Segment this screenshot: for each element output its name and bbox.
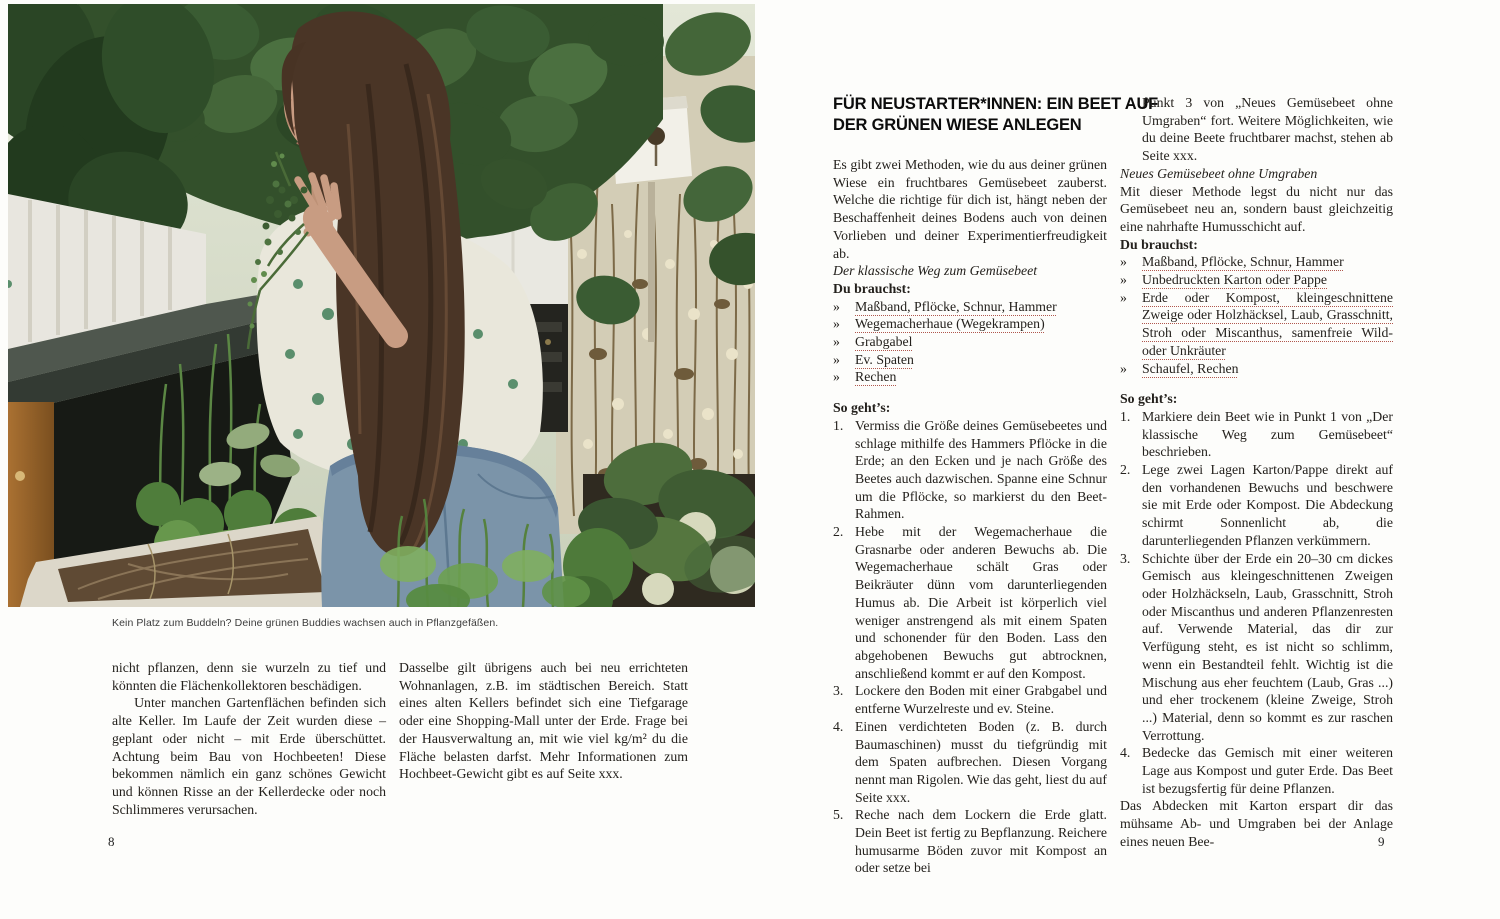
step-item: 1. Markiere dein Beet wie in Punkt 1 von „Der klassische Weg zum Gemüsebeet“ beschrieben. bbox=[1120, 408, 1393, 460]
method-title: Neues Gemüsebeet ohne Umgraben bbox=[1120, 165, 1318, 181]
section-heading: FÜR NEUSTARTER*INNEN: EIN BEET AUF DER GRÜNEN WIESE ANLEGEN bbox=[833, 95, 1159, 134]
list-bullet: » bbox=[833, 316, 840, 332]
list-item: » Grabgabel bbox=[833, 334, 913, 350]
list-item: » Maßband, Pflöcke, Schnur, Hammer bbox=[1120, 254, 1344, 270]
step-item: 3. Schichte über der Erde ein 20–30 cm dickes Gemisch aus kleingeschnittenen Zweigen oder Holzhäckseln, Laub, Grasschnitt, Stroh oder Miscanthus und anderen Pflanzenresten auf. Verwende Material, das dir zur Verfügung steht, es ist nicht so schlimm, wenn ein Bestandteil fehlt. Wichtig ist die Mischung aus eher feuchtem (Laub, Gras ...) und eher trockenem (kleine Zweige, Stroh ...) Material, denn so kommt es zur raschen Verrottung. bbox=[1120, 550, 1393, 743]
list-bullet: » bbox=[833, 298, 840, 314]
method-intro: Mit dieser Methode legst du nicht nur das Gemüsebeet neu an, sondern baust gleichzeitig eine nahrhafte Humusschicht auf. bbox=[1120, 183, 1393, 234]
list-item: » Schaufel, Rechen bbox=[1120, 360, 1239, 376]
garden-photo-illustration bbox=[8, 4, 755, 607]
intro-paragraph: Es gibt zwei Methoden, wie du aus deiner grünen Wiese ein fruchtbares Gemüsebeet zauberst. Welche die richtige für dich ist, hängt neben der Beschaffenheit deines Bodens auch von deinen Vorlieben und deiner Experimentierfreudigkeit ab. bbox=[833, 157, 1107, 261]
list-bullet: » bbox=[833, 351, 840, 367]
continuation-paragraph: Punkt 3 von „Neues Gemüsebeet ohne Umgraben“ fort. Weitere Möglichkeiten, wie du deine Beete fruchtbarer machst, stehen ab Seite xxx. bbox=[1142, 95, 1393, 164]
list-bullet: » bbox=[1120, 254, 1127, 270]
list-item: » Maßband, Pflöcke, Schnur, Hammer bbox=[833, 298, 1057, 314]
step-item: 2. Hebe mit der Wegemacherhaue die Grasnarbe oder anderen Bewuchs ab. Die Wegemacherhaue schält Gras oder Beikräuter dünn vom darunterliegenden Humus ab. Die Arbeit ist körperlich viel weniger anstrengend als mit einem Spaten und schonender für den Boden. Lass den abgehobenen Bewuchs gut abtrocknen, anschließend kommt er auf den Kompost. bbox=[833, 524, 1107, 681]
right-column-1 bbox=[833, 94, 1159, 877]
list-bullet: » bbox=[1120, 360, 1127, 376]
list-item: » Rechen bbox=[833, 369, 897, 385]
list-bullet: » bbox=[1120, 289, 1127, 305]
left-column-2 bbox=[399, 659, 688, 783]
step-item: 4. Bedecke das Gemisch mit einer weiteren Lage aus Kompost und guter Erde. Das Beet ist bezugsfertig für deine Pflanzen. bbox=[1120, 745, 1393, 796]
list-item: » Wegemacherhaue (Wegekrampen) bbox=[833, 316, 1045, 332]
paragraph: nicht pflanzen, denn sie wurzeln zu tief und könnten die Flächenkollektoren beschädigen. bbox=[112, 660, 386, 693]
needs-label: Du brauchst: bbox=[833, 280, 911, 296]
step-item: 5. Reche nach dem Lockern die Erde glatt. Dein Beet ist fertig zu Bepflanzung. Reichere humusarme Böden zuvor mit Kompost an oder setze bei bbox=[833, 807, 1107, 876]
step-item: 2. Lege zwei Lagen Karton/Pappe direkt auf den vorhandenen Bewuchs und beschwere sie mit Erde oder Kompost. Die Abdeckung schirmt Sonnenlicht ab, die darunterliegenden Pflanzen verkümmern. bbox=[1120, 462, 1393, 548]
steps-label: So geht’s: bbox=[1120, 391, 1178, 407]
list-bullet: » bbox=[833, 334, 840, 350]
left-column-1 bbox=[112, 659, 386, 818]
right-column-2 bbox=[1120, 94, 1393, 851]
page-number-left: 8 bbox=[108, 834, 115, 849]
closing-paragraph: Das Abdecken mit Karton erspart dir das mühsame Ab- und Umgraben bei der Anlage eines neuen Bee- bbox=[1120, 798, 1393, 849]
page-number-right: 9 bbox=[1378, 834, 1385, 849]
list-bullet: » bbox=[833, 369, 840, 385]
steps-list bbox=[1120, 408, 1393, 797]
needs-list bbox=[833, 298, 1107, 387]
needs-list bbox=[1120, 253, 1393, 377]
garden-photo bbox=[8, 4, 755, 607]
steps-list bbox=[833, 417, 1107, 877]
list-bullet: » bbox=[1120, 272, 1127, 288]
needs-label: Du brauchst: bbox=[1120, 236, 1198, 252]
steps-label: So geht’s: bbox=[833, 400, 891, 416]
paragraph: Dasselbe gilt übrigens auch bei neu errichteten Wohnanlagen, z.B. im städtischen Bereich. Statt eines alten Kellers befindet sich eine Tiefgarage oder eine Shopping-Mall unter der Erde. Frage bei der Hausverwaltung an, mit wie viel kg/m² du die Fläche belasten darfst. Mehr Informationen zum Hochbeet-Gewicht gibt es auf Seite xxx. bbox=[399, 660, 688, 782]
list-item: » Unbedruckten Karton oder Pappe bbox=[1120, 272, 1328, 288]
step-item: 4. Einen verdichteten Boden (z. B. durch Baumaschinen) musst du tiefgründig mit dem Spaten aufbrechen. Diesen Vorgang nennt man Rigolen. Wie das geht, liest du auf Seite xxx. bbox=[833, 718, 1107, 805]
step-item: 1. Vermiss die Größe deines Gemüsebeetes und schlage mithilfe des Hammers Pflöcke in die Erde; an den Ecken und je nach Größe des Beetes auch dazwischen. Spanne eine Schnur um die Pflöcke, so markierst du den Beet-Rahmen. bbox=[833, 417, 1107, 522]
step-item: 3. Lockere den Boden mit einer Grabgabel und entferne Wurzelreste und ev. Steine. bbox=[833, 683, 1107, 717]
photo-caption: Kein Platz zum Buddeln? Deine grünen Buddies wachsen auch in Pflanzgefäßen. bbox=[112, 617, 499, 629]
paragraph: Unter manchen Gartenflächen befinden sich alte Keller. Im Laufe der Zeit wurden diese – geplant oder nicht – mit Erde überschüttet. Achtung beim Bau von Hochbeeten! Diese bekommen nämlich ein ganz schönes Gewicht und können Risse an der Kellerdecke oder noch Schlimmeres verursachen. bbox=[112, 695, 386, 817]
list-item: » Ev. Spaten bbox=[833, 351, 914, 367]
list-item: » Erde oder Kompost, kleingeschnittene Zweige oder Holzhäcksel, Laub, Grasschnitt, Stroh oder Miscanthus, samenfreie Wild- oder Unkräuter bbox=[1120, 289, 1393, 358]
method-title: Der klassische Weg zum Gemüsebeet bbox=[833, 263, 1038, 279]
